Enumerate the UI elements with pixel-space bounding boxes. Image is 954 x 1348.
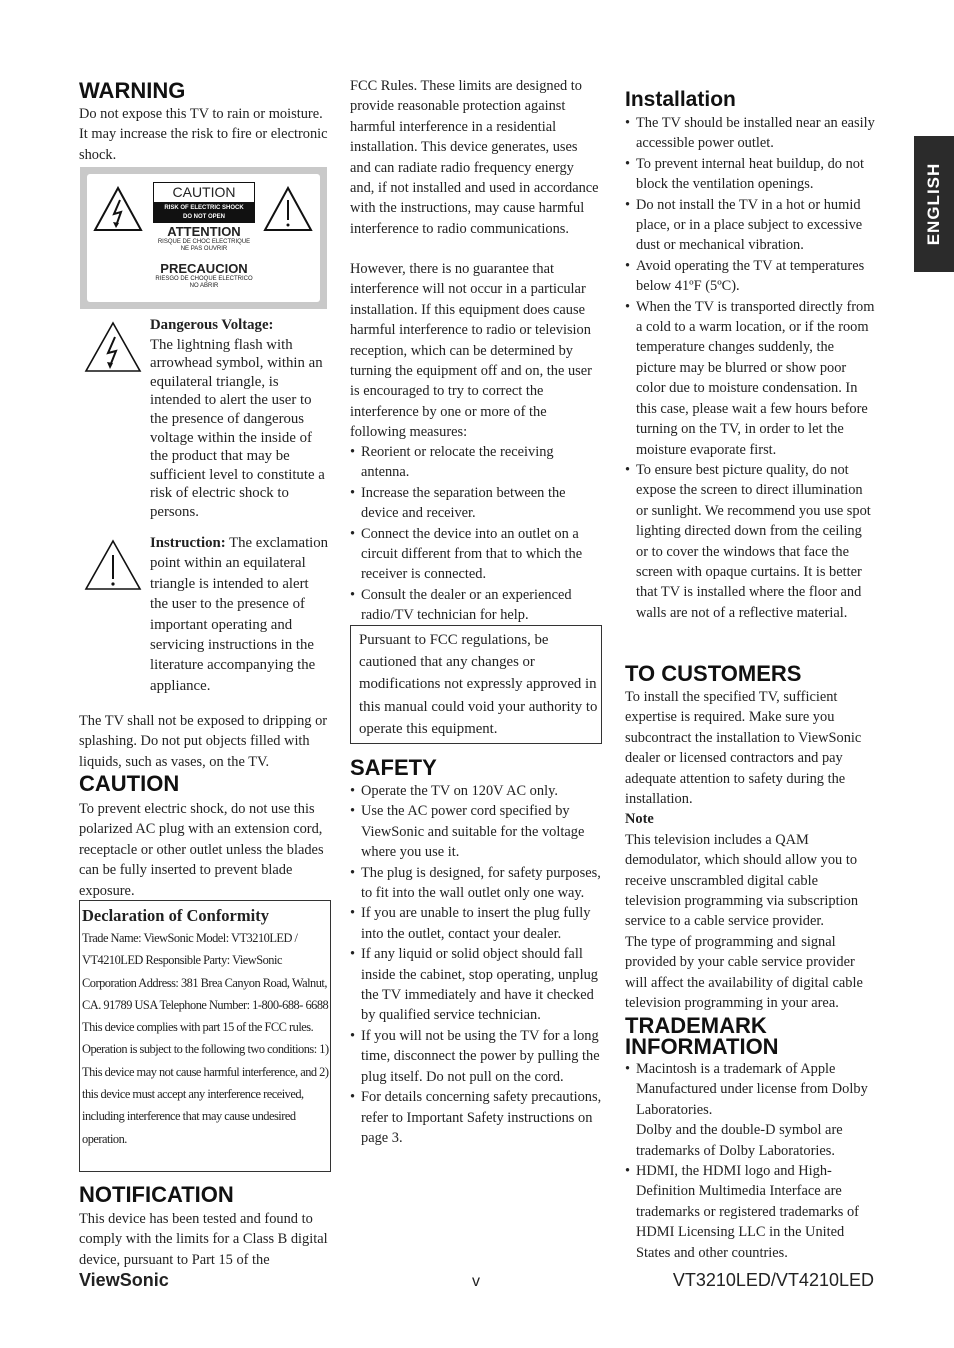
list-item: • If you will not be using the TV for a long time, disconnect the power by pulling the plug itself. Do not pull on the cord. bbox=[350, 1026, 602, 1087]
to-customers-section bbox=[625, 663, 877, 1014]
declaration-box bbox=[79, 900, 331, 1172]
dangerous-voltage-block bbox=[150, 316, 330, 522]
instruction-heading: Instruction: bbox=[150, 535, 226, 551]
trademark-title-line2: INFORMATION bbox=[625, 1034, 779, 1059]
fcc-notice-box bbox=[350, 625, 602, 744]
footer-brand: ViewSonic bbox=[79, 1270, 169, 1290]
no-abrir-text: NO ABRIR bbox=[189, 283, 219, 289]
list-item: • The plug is designed, for safety purposes, to fit into the wall outlet only one way. bbox=[350, 863, 602, 904]
list-item: • Increase the separation between the device and receiver. bbox=[350, 483, 600, 524]
list-item: • Avoid operating the TV at temperatures below 41ºF (5ºC). bbox=[625, 256, 877, 297]
fcc-text-1: FCC Rules. These limits are designed to provide reasonable protection against harmful interference in a residential installation. This device generates, uses and can radiate radio frequency energy and, if not installed and used in accordance with the instructions, may cause harmful interference to radio communications. bbox=[350, 78, 599, 237]
risk-text: RISK OF ELECTRIC SHOCK bbox=[164, 205, 244, 211]
warning-text: Do not expose this TV to rain or moisture. It may increase the risk to fire or electronic shock. bbox=[79, 106, 328, 163]
trademark-title bbox=[625, 1015, 877, 1057]
list-item: • The TV should be installed near an easily accessible power outlet. bbox=[625, 113, 877, 154]
warning-title: WARNING bbox=[79, 78, 186, 103]
caution-label-inner bbox=[87, 174, 320, 302]
dangerous-voltage-text: The lightning flash with arrowhead symbol, within an equilateral triangle, is intended to alert the user to the presence of dangerous voltage within the inside of the product that may be sufficient level to constitute a risk of electric shock to persons. bbox=[150, 336, 325, 520]
safety-section bbox=[350, 757, 602, 1148]
caution-title: CAUTION bbox=[79, 771, 180, 796]
trademark-list bbox=[625, 1059, 877, 1263]
attention-text: ATTENTION bbox=[167, 224, 241, 239]
fcc-text-2: However, there is no guarantee that interference will not occur in a particular installation. If this equipment does cause harmful interference to radio or television reception, which can be determined by turning the equipment off and on, the user is encouraged to try to correct the interference by one or more of the following measures: bbox=[350, 261, 592, 441]
risque-text: RISQUE DE CHOC ELECTRIQUE bbox=[157, 239, 251, 245]
notification-section bbox=[79, 1184, 331, 1270]
warning-section bbox=[79, 80, 331, 165]
trademark-item-1b: Dolby and the double-D symbol are trademarks of Dolby Laboratories. bbox=[636, 1122, 843, 1159]
list-item: • Consult the dealer or an experienced radio/TV technician for help. bbox=[350, 585, 600, 626]
to-customers-text: To install the specified TV, sufficient expertise is required. Make sure you subcontract the installation to ViewSonic dealer or licensed contractors and pay adequate attention to safety during the installation. bbox=[625, 689, 862, 808]
language-tab bbox=[914, 136, 954, 272]
dangerous-voltage-heading: Dangerous Voltage: bbox=[150, 317, 274, 333]
safety-title: SAFETY bbox=[350, 755, 437, 780]
notification-text: This device has been tested and found to comply with the limits for a Class B digital device, pursuant to Part 15 of the bbox=[79, 1211, 328, 1268]
caution-text-block bbox=[153, 182, 255, 290]
instruction-block bbox=[150, 533, 330, 696]
footer-page-number: v bbox=[472, 1273, 480, 1290]
list-item: • If any liquid or solid object should fall inside the cabinet, stop operating, unplug the TV immediately and have it checked by qualified service technician. bbox=[350, 944, 602, 1026]
caution-label-box: CAUTION bbox=[153, 182, 255, 203]
caution-text: To prevent electric shock, do not use this polarized AC plug with an extension cord, receptacle or other outlet unless the blades can be fully inserted to prevent blade exposure. bbox=[79, 801, 324, 899]
declaration-title: Declaration of Conformity bbox=[82, 906, 269, 925]
note-text-1: This television includes a QAM demodulator, which should allow you to receive unscrambled digital cable television programming via subscription service to a cable service provider. bbox=[625, 831, 859, 930]
safety-list bbox=[350, 781, 602, 1148]
fcc-notice-text: Pursuant to FCC regulations, be cautioned that any changes or modifications not expressly approved in this manual could void your authority to operate this equipment. bbox=[359, 632, 598, 737]
declaration-text: Trade Name: ViewSonic Model: VT3210LED / VT4210LED Responsible Party: ViewSonic Corporation Address: 381 Brea Canyon Road, Walnut, CA. 91789 USA Telephone Number: 1-800-688- 6688 This device complies with part 15 of the FCC rules. Operation is subject to the following two conditions: 1) This device may not cause harmful interference, and 2) this device must accept any interference received, including interference that may cause undesired operation. bbox=[82, 931, 329, 1146]
list-item: • Do not install the TV in a hot or humid place, or in a place subject to excessive dust or mechanical vibration. bbox=[625, 195, 877, 256]
caution-section bbox=[79, 773, 331, 901]
ne-pas-text: NE PAS OUVRIR bbox=[180, 246, 228, 252]
list-item: • For details concerning safety precautions, refer to Important Safety instructions on page 3. bbox=[350, 1087, 602, 1148]
note-text-2: The type of programming and signal provided by your cable service provider will affect the availability of digital cable television programming in your area. bbox=[625, 933, 863, 1012]
list-item bbox=[625, 1059, 877, 1161]
exclamation-triangle-icon bbox=[84, 539, 142, 591]
language-tab-label: ENGLISH bbox=[924, 162, 943, 246]
instruction-text: The exclamation point within an equilateral triangle is intended to alert the user to the presence of important operating and servicing instructions in the literature accompanying the appliance. bbox=[150, 535, 329, 694]
lightning-warning-icon bbox=[93, 186, 143, 232]
dripping-text: The TV shall not be exposed to dripping or splashing. Do not put objects filled with liquids, such as vases, on the TV. bbox=[79, 713, 328, 770]
list-item: • Operate the TV on 120V AC only. bbox=[350, 781, 602, 801]
notification-title: NOTIFICATION bbox=[79, 1182, 234, 1207]
risk-strip bbox=[153, 203, 255, 223]
trademark-item-1a: Macintosh is a trademark of Apple Manufactured under license from Dolby Laboratories. bbox=[636, 1061, 868, 1118]
list-item: • When the TV is transported directly from a cold to a warm location, or if the room temperature changes suddenly, the picture may be blurred or show poor color due to moisture condensation. In this case, please wait a few hours before turning on the TV, in order to let the moisture evaporate first. bbox=[625, 297, 877, 460]
do-not-open-text: DO NOT OPEN bbox=[182, 214, 225, 220]
trademark-section bbox=[625, 1015, 877, 1263]
exclamation-warning-icon bbox=[263, 186, 313, 232]
list-item: • If you are unable to insert the plug fully into the outlet, contact your dealer. bbox=[350, 903, 602, 944]
list-item: • Use the AC power cord specified by ViewSonic and suitable for the voltage where you use it. bbox=[350, 801, 602, 862]
installation-list bbox=[625, 113, 877, 623]
note-label: Note bbox=[625, 811, 654, 828]
lightning-triangle-icon bbox=[84, 321, 142, 373]
list-item: • Reorient or relocate the receiving antenna. bbox=[350, 442, 600, 483]
list-item: • HDMI, the HDMI logo and High-Definition Multimedia Interface are trademarks or registered trademarks of HDMI Licensing LLC in the United States and other countries. bbox=[625, 1161, 877, 1263]
precaucion-text: PRECAUCION bbox=[160, 261, 248, 276]
fcc-measures-list bbox=[350, 442, 600, 626]
to-customers-title: TO CUSTOMERS bbox=[625, 661, 802, 686]
list-item: • Connect the device into an outlet on a circuit different from that to which the receiver is connected. bbox=[350, 524, 600, 585]
trademark-title-line1: TRADEMARK bbox=[625, 1013, 767, 1038]
caution-label-graphic bbox=[80, 167, 327, 309]
riesgo-text: RIESGO DE CHOQUE ELECTRICO bbox=[155, 276, 253, 282]
footer-model: VT3210LED/VT4210LED bbox=[672, 1270, 874, 1290]
list-item: • To ensure best picture quality, do not expose the screen to direct illumination or sunlight. We recommend you use spot lighting directed down from the ceiling or to cover the windows that face the screen with opaque curtains. It is better that TV is installed where the floor and walls are not of a reflective material. bbox=[625, 460, 877, 623]
list-item: • To prevent internal heat buildup, do not block the ventilation openings. bbox=[625, 154, 877, 195]
installation-title: Installation bbox=[625, 88, 736, 111]
installation-section bbox=[625, 89, 877, 623]
